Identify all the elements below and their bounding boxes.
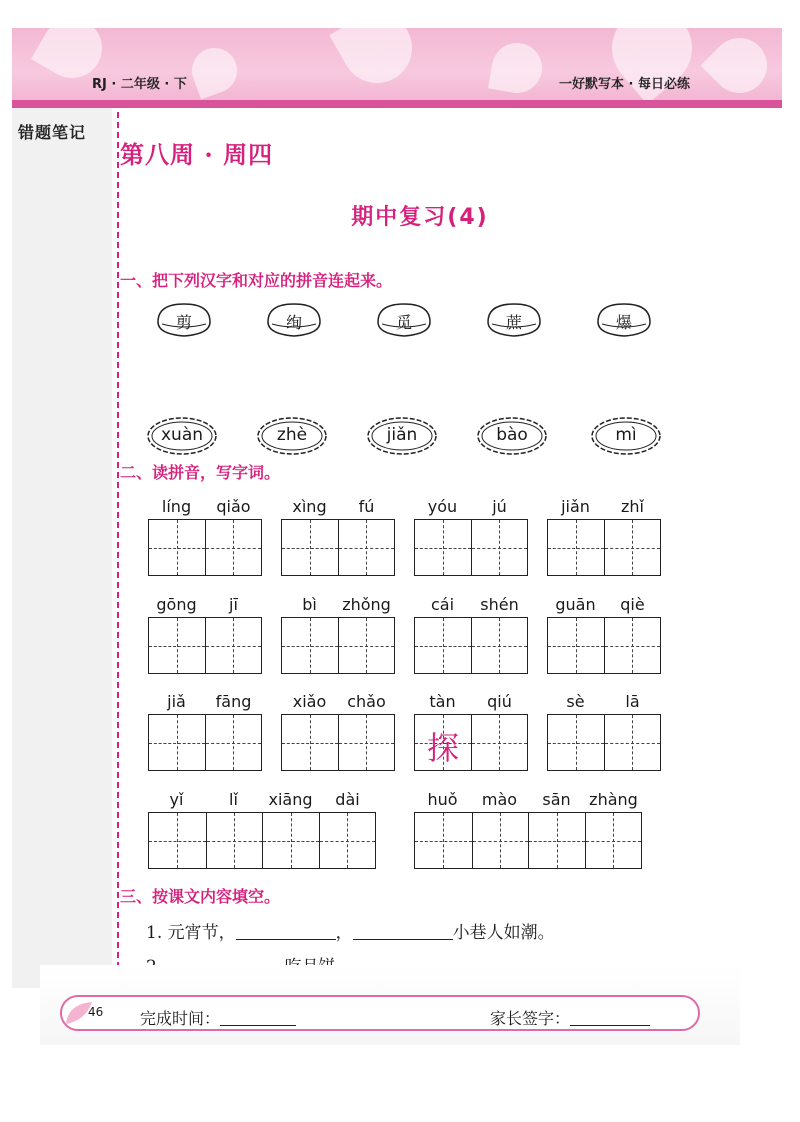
pinyin-label: jiǎn bbox=[561, 497, 590, 516]
hanzi-shell[interactable] bbox=[262, 300, 326, 340]
writing-grid[interactable] bbox=[148, 714, 262, 771]
completion-time bbox=[140, 1006, 296, 1029]
writing-grid[interactable] bbox=[547, 617, 661, 674]
pinyin-label: yóu bbox=[427, 497, 458, 516]
hanzi-char: 绚 bbox=[285, 313, 302, 332]
pinyin-label: gōng bbox=[156, 595, 197, 614]
pinyin-oval[interactable] bbox=[476, 416, 548, 456]
pinyin-label: cái bbox=[430, 595, 455, 614]
pinyin-text: mì bbox=[615, 425, 637, 445]
pinyin-label: líng bbox=[161, 497, 192, 516]
item-number: 1. bbox=[146, 923, 163, 943]
hanzi-shell[interactable] bbox=[592, 300, 656, 340]
pinyin-label: sè bbox=[566, 692, 585, 711]
pinyin-oval[interactable] bbox=[366, 416, 438, 456]
text: 元宵节， bbox=[167, 923, 236, 943]
writing-grid[interactable] bbox=[148, 617, 262, 674]
section2-title: 二、读拼音，写字词。 bbox=[120, 463, 281, 482]
writing-grid[interactable] bbox=[414, 714, 528, 771]
pinyin-label: xìng bbox=[292, 497, 327, 516]
writing-grid[interactable] bbox=[547, 519, 661, 576]
completion-time-blank[interactable] bbox=[220, 1009, 296, 1026]
pinyin-text: jiǎn bbox=[386, 425, 418, 445]
pinyin-label: xiāng bbox=[268, 790, 313, 809]
answer-blank[interactable] bbox=[353, 923, 453, 940]
week-title: 第八周 · 周四 bbox=[120, 140, 274, 169]
lesson-title: 期中复习(4) bbox=[351, 205, 489, 230]
pinyin-label: qiǎo bbox=[216, 497, 251, 516]
hanzi-char: 觅 bbox=[395, 313, 412, 332]
pinyin-label: mào bbox=[481, 790, 518, 809]
writing-grid[interactable] bbox=[414, 617, 528, 674]
dashed-divider bbox=[117, 112, 119, 988]
writing-grid[interactable] bbox=[281, 617, 395, 674]
hanzi-char: 蔗 bbox=[505, 313, 522, 332]
header-banner bbox=[12, 28, 782, 108]
writing-grid[interactable] bbox=[148, 519, 262, 576]
header-left-text: RJ · 二年级 · 下 bbox=[92, 77, 187, 92]
pinyin-label: qiú bbox=[487, 692, 512, 711]
pinyin-label: dài bbox=[335, 790, 360, 809]
section3-title: 三、按课文内容填空。 bbox=[120, 887, 281, 906]
pinyin-label: sān bbox=[542, 790, 571, 809]
pinyin-label: huǒ bbox=[427, 790, 458, 809]
notes-column bbox=[12, 108, 112, 988]
pinyin-label: bì bbox=[302, 595, 317, 614]
pinyin-oval[interactable] bbox=[146, 416, 218, 456]
pinyin-text: zhè bbox=[276, 425, 308, 445]
pinyin-label: zhǒng bbox=[342, 595, 391, 614]
header-right-text: 一好默写本 · 每日必练 bbox=[559, 77, 690, 92]
pinyin-label: guān bbox=[555, 595, 596, 614]
pinyin-label: jī bbox=[229, 595, 238, 614]
completion-time-label: 完成时间： bbox=[140, 1009, 221, 1028]
pinyin-label: fāng bbox=[215, 692, 252, 711]
parent-signature-blank[interactable] bbox=[570, 1009, 650, 1026]
hanzi-shell[interactable] bbox=[152, 300, 216, 340]
writing-grid[interactable] bbox=[547, 714, 661, 771]
section1-title: 一、把下列汉字和对应的拼音连起来。 bbox=[120, 271, 393, 290]
pinyin-label: tàn bbox=[429, 692, 456, 711]
hanzi-char: 爆 bbox=[615, 313, 632, 332]
pinyin-label: xiǎo bbox=[292, 692, 327, 711]
pinyin-text: xuàn bbox=[160, 425, 204, 445]
pinyin-label: fú bbox=[358, 497, 375, 516]
pinyin-label: yǐ bbox=[169, 790, 184, 809]
pinyin-oval[interactable] bbox=[590, 416, 662, 456]
pinyin-label: jú bbox=[492, 497, 507, 516]
pinyin-label: chǎo bbox=[347, 692, 386, 711]
writing-grid[interactable] bbox=[414, 519, 528, 576]
example-character: 探 bbox=[426, 729, 459, 767]
parent-signature bbox=[490, 1006, 650, 1029]
hanzi-shell[interactable] bbox=[482, 300, 546, 340]
hanzi-char: 剪 bbox=[175, 313, 192, 332]
pinyin-text: bào bbox=[496, 425, 528, 445]
hanzi-shell[interactable] bbox=[372, 300, 436, 340]
answer-blank[interactable] bbox=[236, 923, 336, 940]
pinyin-label: lā bbox=[625, 692, 640, 711]
writing-grid[interactable] bbox=[281, 714, 395, 771]
text: 小巷人如潮。 bbox=[452, 923, 555, 943]
pinyin-label: jiǎ bbox=[167, 692, 186, 711]
writing-grid[interactable] bbox=[148, 812, 376, 869]
parent-signature-label: 家长签字： bbox=[490, 1009, 571, 1028]
pinyin-label: lǐ bbox=[229, 790, 238, 809]
writing-grid[interactable] bbox=[414, 812, 642, 869]
page-number: 46 bbox=[88, 1005, 104, 1019]
pinyin-label: qiè bbox=[620, 595, 645, 614]
pinyin-label: zhǐ bbox=[621, 497, 644, 516]
notes-label: 错题笔记 bbox=[18, 123, 87, 142]
pinyin-label: zhàng bbox=[589, 790, 638, 809]
writing-grid[interactable] bbox=[281, 519, 395, 576]
pinyin-label: shén bbox=[480, 595, 519, 614]
text: ， bbox=[335, 923, 353, 943]
pinyin-oval[interactable] bbox=[256, 416, 328, 456]
fill-item-1 bbox=[146, 918, 555, 943]
